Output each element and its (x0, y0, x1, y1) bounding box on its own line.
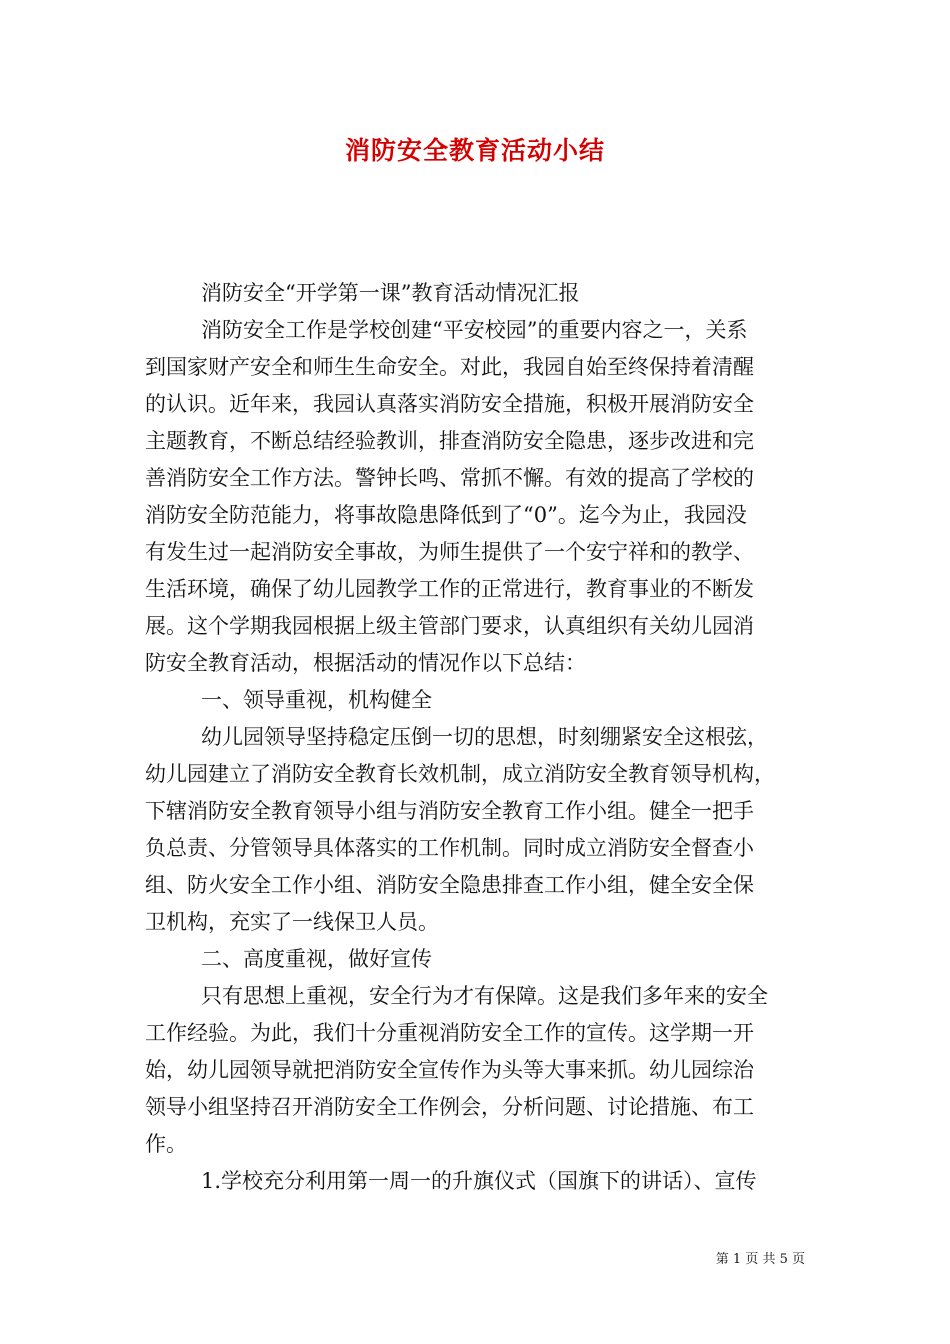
text-line: 主题教育，不断总结经验教训，排查消防安全隐患，逐步改进和完 (145, 429, 754, 453)
text-line: 善消防安全工作方法。警钟长鸣、常抓不懈。有效的提高了学校的 (145, 466, 754, 490)
text-line: 负总责、分管领导具体落实的工作机制。同时成立消防安全督查小 (145, 836, 754, 860)
text-line: 防安全教育活动，根据活动的情况作以下总结： (145, 651, 586, 675)
text-line: 消防安全防范能力，将事故隐患降低到了“0”。迄今为止，我园没 (145, 503, 747, 527)
page-number: 第 1 页 共 5 页 (715, 1252, 805, 1267)
text-line: 卫机构，充实了一线保卫人员。 (145, 910, 439, 934)
text-line: 消防安全“开学第一课”教育活动情况汇报 (201, 281, 580, 305)
text-line: 到国家财产安全和师生生命安全。对此，我园自始至终保持着清醒 (145, 355, 754, 379)
text-line: 作。 (145, 1132, 187, 1156)
text-line: 展。这个学期我园根据上级主管部门要求，认真组织有关幼儿园消 (145, 614, 754, 638)
text-line: 工作经验。为此，我们十分重视消防安全工作的宣传。这学期一开 (145, 1021, 754, 1045)
text-line: 消防安全工作是学校创建“平安校园”的重要内容之一，关系 (201, 318, 748, 342)
section-heading: 二、高度重视，做好宣传 (201, 947, 432, 971)
text-line: 领导小组坚持召开消防安全工作例会，分析问题、讨论措施、布工 (145, 1095, 754, 1119)
document-title: 消防安全教育活动小结 (344, 136, 605, 165)
text-line: 组、防火安全工作小组、消防安全隐患排查工作小组，健全安全保 (145, 873, 754, 897)
text-line: 幼儿园建立了消防安全教育长效机制，成立消防安全教育领导机构， (145, 762, 775, 786)
text-line: 下辖消防安全教育领导小组与消防安全教育工作小组。健全一把手 (145, 799, 754, 823)
text-line: 生活环境，确保了幼儿园教学工作的正常进行，教育事业的不断发 (145, 577, 754, 601)
text-line: 幼儿园领导坚持稳定压倒一切的思想，时刻绷紧安全这根弦， (201, 725, 768, 749)
text-line: 只有思想上重视，安全行为才有保障。这是我们多年来的安全 (201, 984, 768, 1008)
text-line: 1.学校充分利用第一周一的升旗仪式（国旗下的讲话）、宣传 (201, 1169, 757, 1193)
text-line: 始，幼儿园领导就把消防安全宣传作为头等大事来抓。幼儿园综治 (145, 1058, 754, 1082)
text-line: 有发生过一起消防安全事故，为师生提供了一个安宁祥和的教学、 (145, 540, 754, 564)
text-line: 的认识。近年来，我园认真落实消防安全措施，积极开展消防安全 (145, 392, 754, 416)
section-heading: 一、领导重视，机构健全 (201, 688, 432, 712)
